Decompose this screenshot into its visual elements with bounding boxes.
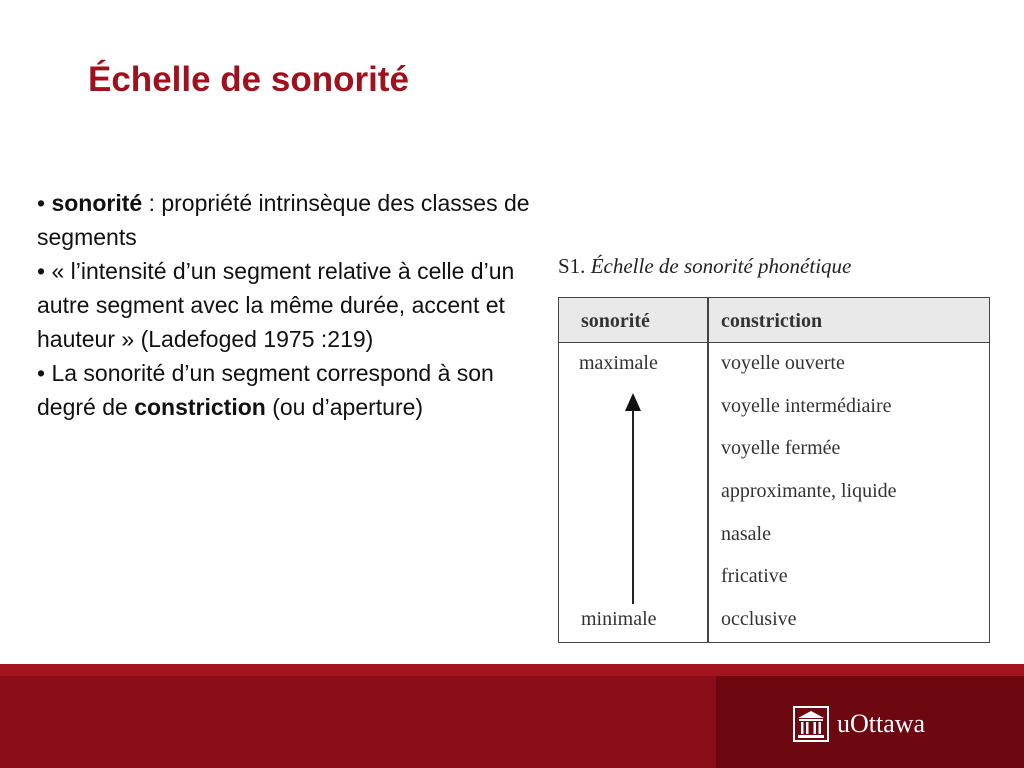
table-row: voyelle ouverte: [721, 352, 845, 374]
arrow-up-icon: [625, 393, 641, 411]
table-header: [559, 298, 989, 343]
header-sonorite: sonorité: [581, 310, 650, 332]
arrow-shaft: [632, 410, 634, 604]
bullet-2-text: « l’intensité d’un segment relative à celle d’un autre segment avec la même durée, accent et hauteur » (Ladefoged 1975 :219): [37, 258, 515, 352]
table-row: fricative: [721, 565, 788, 588]
bullet-item-3: [37, 356, 537, 424]
university-building-icon: [793, 706, 829, 742]
caption-number: S1.: [558, 254, 591, 278]
table-row: voyelle intermédiaire: [721, 394, 892, 417]
bullet-item-1: [37, 186, 537, 254]
bullet-marker: •: [37, 360, 46, 386]
footer-stripe: [0, 664, 1024, 676]
slide-title: Échelle de sonorité: [88, 60, 409, 99]
table-row: nasale: [721, 522, 771, 545]
column-divider: [707, 298, 709, 642]
bullet-marker: •: [37, 190, 46, 216]
sonority-table: [558, 297, 990, 643]
bullet-list: [37, 186, 537, 424]
constriction-list: [721, 352, 897, 651]
term-sonorite: sonorité: [51, 190, 143, 216]
bullet-item-2: [37, 254, 537, 356]
uottawa-logo: [793, 706, 925, 742]
table-row: approximante, liquide: [721, 480, 897, 503]
bullet-marker: •: [37, 258, 46, 284]
header-constriction: constriction: [721, 310, 823, 332]
term-constriction: constriction: [134, 394, 266, 420]
logo-text: uOttawa: [837, 709, 926, 738]
bullet-1-text: : propriété intrinsèque des classes de segments: [37, 190, 530, 250]
label-minimale: minimale: [581, 608, 657, 630]
table-row: occlusive: [721, 608, 797, 631]
table-row: voyelle fermée: [721, 437, 841, 460]
label-maximale: maximale: [579, 352, 658, 374]
bullet-3-text-post: (ou d’aperture): [265, 394, 424, 420]
caption-title: Échelle de sonorité phonétique: [590, 254, 852, 278]
table-caption: [558, 254, 851, 279]
bullet-3-text-pre: La sonorité d’un segment correspond à son degré de: [37, 360, 494, 420]
